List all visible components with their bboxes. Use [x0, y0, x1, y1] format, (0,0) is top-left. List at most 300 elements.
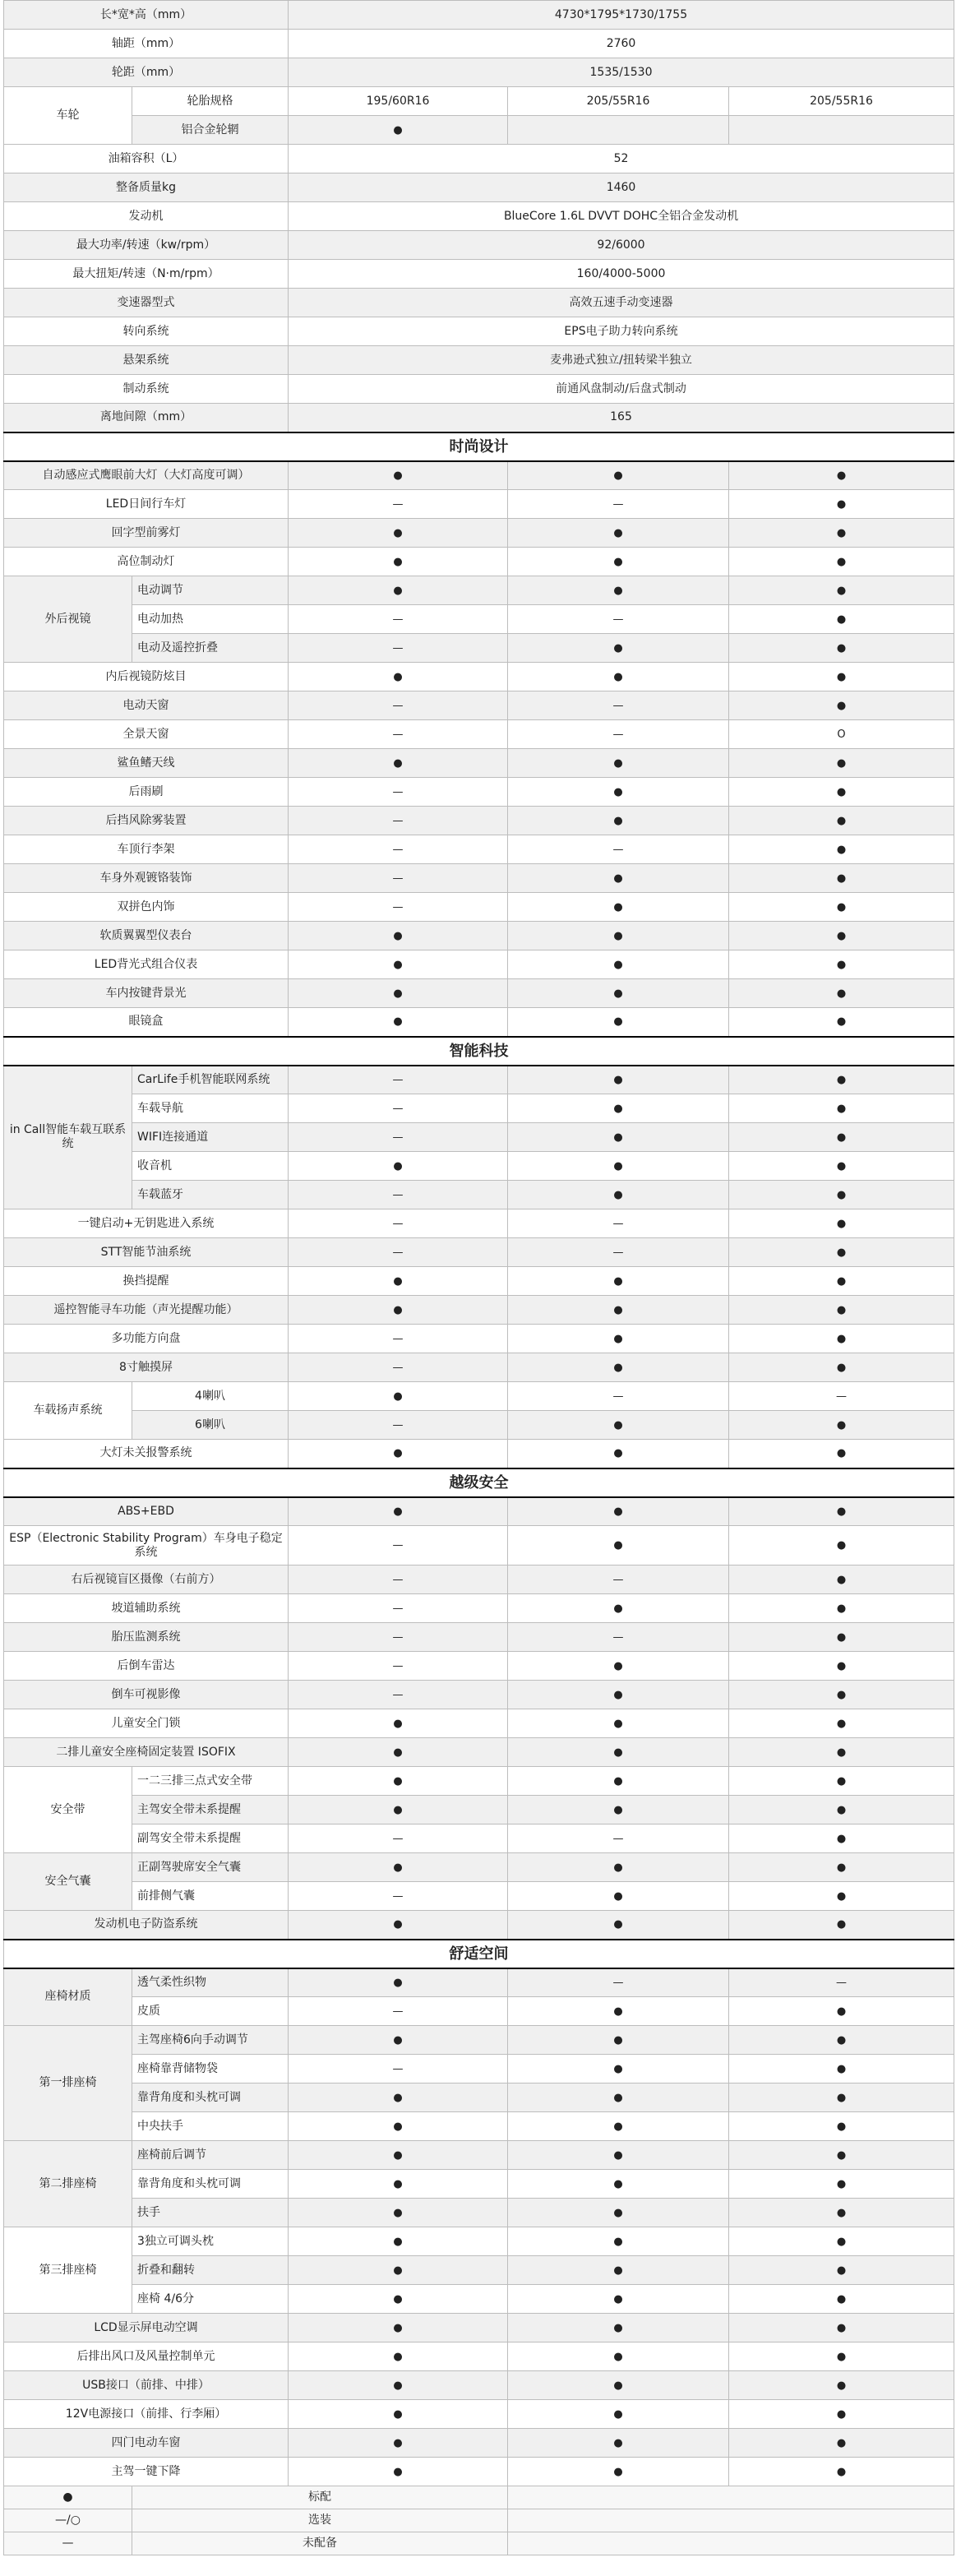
table-row [4, 317, 954, 346]
row-label: 胎压监测系统 [4, 1623, 289, 1652]
row-value: ● [508, 548, 729, 576]
row-value: — [289, 864, 508, 893]
row-value: 前通风盘制动/后盘式制动 [289, 375, 954, 404]
row-label: 中央扶手 [132, 2112, 289, 2141]
row-value: ● [289, 2112, 508, 2141]
row-value: — [508, 720, 729, 749]
row-value: ● [729, 1181, 954, 1209]
row-group-label: 安全气囊 [4, 1853, 132, 1911]
row-value: ● [729, 1565, 954, 1594]
row-value: — [289, 490, 508, 519]
row-label: 车载蓝牙 [132, 1181, 289, 1209]
row-label: 轮胎规格 [132, 87, 289, 116]
row-value [729, 116, 954, 145]
row-value: ● [508, 1997, 729, 2026]
table-row [4, 2199, 954, 2227]
table-row [4, 922, 954, 950]
table-row [4, 2400, 954, 2429]
table-row [4, 2371, 954, 2400]
table-row [4, 1997, 954, 2026]
row-group-label: 第一排座椅 [4, 2026, 132, 2141]
row-value: ● [729, 1911, 954, 1940]
row-value: ● [729, 1738, 954, 1767]
row-value: ● [508, 1353, 729, 1382]
table-row [4, 1565, 954, 1594]
row-label: 倒车可视影像 [4, 1681, 289, 1709]
row-value: ● [729, 2141, 954, 2170]
row-value: — [508, 605, 729, 634]
row-value: — [508, 1238, 729, 1267]
row-value: ● [729, 1094, 954, 1123]
row-label: 主驾一键下降 [4, 2458, 289, 2486]
section-header [4, 1037, 954, 1066]
table-row [4, 1181, 954, 1209]
row-value: ● [508, 1652, 729, 1681]
row-value: — [289, 1238, 508, 1267]
row-value: 52 [289, 145, 954, 173]
row-value: ● [729, 1853, 954, 1882]
table-row [4, 2458, 954, 2486]
row-label: 右后视镜盲区摄像（右前方） [4, 1565, 289, 1594]
legend-row [4, 2532, 954, 2555]
table-row [4, 1623, 954, 1652]
row-value [508, 116, 729, 145]
row-value: ● [729, 2285, 954, 2314]
row-value: ● [729, 1796, 954, 1824]
row-label: 换挡提醒 [4, 1267, 289, 1296]
row-value: ● [508, 2256, 729, 2285]
row-label: 铝合金轮辋 [132, 116, 289, 145]
row-value: — [289, 1681, 508, 1709]
row-label: 后雨刷 [4, 778, 289, 807]
table-row [4, 2170, 954, 2199]
row-label: 座椅前后调节 [132, 2141, 289, 2170]
row-label: 座椅 4/6分 [132, 2285, 289, 2314]
row-value: ● [508, 1325, 729, 1353]
legend-filler [508, 2509, 954, 2532]
table-row [4, 1853, 954, 1882]
row-value: ● [289, 2429, 508, 2458]
row-label: 后挡风除雾装置 [4, 807, 289, 835]
row-value: ● [289, 2256, 508, 2285]
row-value: ● [729, 1008, 954, 1037]
row-label: 车顶行李架 [4, 835, 289, 864]
row-value: ● [508, 2400, 729, 2429]
row-value: ● [289, 2026, 508, 2055]
table-row [4, 87, 954, 116]
row-label: 变速器型式 [4, 289, 289, 317]
row-value: — [289, 1411, 508, 1440]
row-value: ● [729, 749, 954, 778]
row-value: ● [729, 864, 954, 893]
row-value: ● [729, 2055, 954, 2083]
table-row [4, 30, 954, 58]
row-label: 靠背角度和头枕可调 [132, 2083, 289, 2112]
row-group-label: 安全带 [4, 1767, 132, 1853]
row-value: 4730*1795*1730/1755 [289, 1, 954, 30]
row-value: ● [508, 1911, 729, 1940]
row-value: — [729, 1382, 954, 1411]
table-row [4, 2055, 954, 2083]
table-row [4, 1526, 954, 1565]
row-value: ● [508, 1094, 729, 1123]
row-label: 车身外观镀铬装饰 [4, 864, 289, 893]
row-label: 自动感应式鹰眼前大灯（大灯高度可调） [4, 461, 289, 490]
table-row [4, 1652, 954, 1681]
row-label: 整备质量kg [4, 173, 289, 202]
row-label: 四门电动车窗 [4, 2429, 289, 2458]
table-row [4, 1824, 954, 1853]
row-value: ● [289, 2141, 508, 2170]
row-value: ● [729, 663, 954, 691]
row-label: 油箱容积（L） [4, 145, 289, 173]
row-value: ● [729, 1238, 954, 1267]
row-label: 副驾安全带未系提醒 [132, 1824, 289, 1853]
row-label: 6喇叭 [132, 1411, 289, 1440]
row-label: 12V电源接口（前排、行李厢） [4, 2400, 289, 2429]
section-title: 舒适空间 [4, 1940, 954, 1968]
row-label: 高位制动灯 [4, 548, 289, 576]
row-group-label: 车轮 [4, 87, 132, 145]
row-value: ● [289, 1796, 508, 1824]
row-value: — [508, 1623, 729, 1652]
row-value: ● [729, 922, 954, 950]
row-value: — [289, 1181, 508, 1209]
row-value: 1460 [289, 173, 954, 202]
row-value: ● [729, 2458, 954, 2486]
row-label: 主驾座椅6向手动调节 [132, 2026, 289, 2055]
table-row [4, 691, 954, 720]
table-row [4, 2342, 954, 2371]
row-value: ● [289, 922, 508, 950]
row-value: — [289, 778, 508, 807]
row-value: — [289, 605, 508, 634]
table-row [4, 461, 954, 490]
table-row [4, 1796, 954, 1824]
row-label: 正副驾驶席安全气囊 [132, 1853, 289, 1882]
row-value: ● [289, 1911, 508, 1940]
row-value: ● [729, 950, 954, 979]
row-value: ● [729, 2256, 954, 2285]
row-value: ● [729, 1267, 954, 1296]
table-row [4, 2083, 954, 2112]
row-value: ● [729, 2429, 954, 2458]
row-value: — [289, 807, 508, 835]
row-value: ● [289, 2342, 508, 2371]
row-value: ● [729, 1997, 954, 2026]
table-row [4, 1681, 954, 1709]
table-row [4, 1325, 954, 1353]
table-row [4, 2285, 954, 2314]
row-value: ● [289, 1767, 508, 1796]
table-row [4, 173, 954, 202]
table-row [4, 1882, 954, 1911]
row-label: 制动系统 [4, 375, 289, 404]
row-value: — [289, 1526, 508, 1565]
row-value: — [289, 1565, 508, 1594]
row-value: ● [289, 1296, 508, 1325]
row-group-label: 车载扬声系统 [4, 1382, 132, 1440]
row-value: ● [729, 1152, 954, 1181]
row-value: ● [289, 2400, 508, 2429]
row-value: ● [729, 1681, 954, 1709]
row-value: ● [729, 2227, 954, 2256]
table-row [4, 634, 954, 663]
row-value: ● [729, 2083, 954, 2112]
row-label: 电动调节 [132, 576, 289, 605]
row-value: — [508, 1565, 729, 1594]
row-value: ● [729, 1325, 954, 1353]
row-value: ● [508, 2026, 729, 2055]
row-label: ABS+EBD [4, 1497, 289, 1526]
row-value: ● [729, 519, 954, 548]
row-value: — [289, 1652, 508, 1681]
row-label: STT智能节油系统 [4, 1238, 289, 1267]
row-group-label: in Call智能车载互联系统 [4, 1066, 132, 1209]
row-value: ● [289, 1738, 508, 1767]
table-row [4, 1008, 954, 1037]
row-label: CarLife手机智能联网系统 [132, 1066, 289, 1094]
table-row [4, 576, 954, 605]
row-value: ● [508, 2170, 729, 2199]
row-label: 长*宽*高（mm） [4, 1, 289, 30]
row-value: — [729, 1968, 954, 1997]
row-label: 后倒车雷达 [4, 1652, 289, 1681]
table-row [4, 1968, 954, 1997]
row-label: 坡道辅助系统 [4, 1594, 289, 1623]
row-value: ● [729, 1767, 954, 1796]
row-value: — [508, 1382, 729, 1411]
row-label: 电动天窗 [4, 691, 289, 720]
row-value: ● [289, 2083, 508, 2112]
row-value: ● [508, 2083, 729, 2112]
row-value: — [508, 835, 729, 864]
row-value: — [508, 1209, 729, 1238]
table-row [4, 1152, 954, 1181]
row-value: ● [508, 1152, 729, 1181]
row-value: ● [289, 2199, 508, 2227]
table-row [4, 1594, 954, 1623]
row-value: — [289, 720, 508, 749]
table-row [4, 2314, 954, 2342]
row-value: ● [729, 807, 954, 835]
table-row [4, 1497, 954, 1526]
row-value: ● [508, 2342, 729, 2371]
table-row [4, 1066, 954, 1094]
legend-text: 标配 [132, 2486, 508, 2509]
row-label: 遥控智能寻车功能（声光提醒功能） [4, 1296, 289, 1325]
legend-row [4, 2486, 954, 2509]
row-label: LED日间行车灯 [4, 490, 289, 519]
legend-symbol: — [4, 2532, 132, 2555]
row-value: 205/55R16 [508, 87, 729, 116]
row-label: 最大功率/转速（kw/rpm） [4, 231, 289, 260]
table-row [4, 893, 954, 922]
row-value: 1535/1530 [289, 58, 954, 87]
row-value: ● [508, 663, 729, 691]
table-row [4, 720, 954, 749]
row-value: ● [508, 2199, 729, 2227]
row-value: ● [729, 2199, 954, 2227]
row-value: ● [729, 1623, 954, 1652]
section-title: 智能科技 [4, 1037, 954, 1066]
row-label: 3独立可调头枕 [132, 2227, 289, 2256]
row-value: 195/60R16 [289, 87, 508, 116]
row-value: ● [729, 2112, 954, 2141]
table-row [4, 145, 954, 173]
table-row [4, 1238, 954, 1267]
row-value: ● [729, 2314, 954, 2342]
row-value: ● [508, 2458, 729, 2486]
row-value: ● [289, 1008, 508, 1037]
row-label: ESP（Electronic Stability Program）车身电子稳定系统 [4, 1526, 289, 1565]
row-value: — [289, 1623, 508, 1652]
row-value: ● [508, 2055, 729, 2083]
table-row [4, 1738, 954, 1767]
row-value: ● [729, 2342, 954, 2371]
table-row [4, 58, 954, 87]
row-value: ● [508, 1594, 729, 1623]
row-label: 眼镜盒 [4, 1008, 289, 1037]
row-label: 一二三排三点式安全带 [132, 1767, 289, 1796]
row-value: ● [508, 749, 729, 778]
table-row [4, 519, 954, 548]
section-header [4, 1468, 954, 1497]
row-value: ● [508, 1267, 729, 1296]
row-value: — [289, 1209, 508, 1238]
row-value: ● [289, 663, 508, 691]
table-row [4, 807, 954, 835]
section-header [4, 1940, 954, 1968]
table-row [4, 2141, 954, 2170]
row-value: ● [508, 2141, 729, 2170]
table-row [4, 1709, 954, 1738]
row-value: ● [508, 1526, 729, 1565]
row-value: ● [508, 576, 729, 605]
row-value: — [289, 1997, 508, 2026]
row-group-label: 第三排座椅 [4, 2227, 132, 2314]
row-label: 转向系统 [4, 317, 289, 346]
legend-text: 未配备 [132, 2532, 508, 2555]
row-label: 鲨鱼鳍天线 [4, 749, 289, 778]
table-row [4, 749, 954, 778]
row-value: BlueCore 1.6L DVVT DOHC全铝合金发动机 [289, 202, 954, 231]
row-value: — [289, 1123, 508, 1152]
row-value: ● [289, 1382, 508, 1411]
row-group-label: 外后视镜 [4, 576, 132, 663]
row-value: 92/6000 [289, 231, 954, 260]
table-row [4, 1353, 954, 1382]
row-label: 一键启动+无钥匙进入系统 [4, 1209, 289, 1238]
row-value: — [289, 691, 508, 720]
table-row [4, 1094, 954, 1123]
row-value: ● [289, 576, 508, 605]
table-row [4, 1123, 954, 1152]
table-row [4, 2227, 954, 2256]
row-label: 折叠和翻转 [132, 2256, 289, 2285]
row-value: — [289, 1094, 508, 1123]
row-label: 车内按键背景光 [4, 979, 289, 1008]
row-value: ● [729, 605, 954, 634]
row-value: ● [729, 835, 954, 864]
row-label: LED背光式组合仪表 [4, 950, 289, 979]
table-row [4, 835, 954, 864]
table-row [4, 1440, 954, 1468]
row-value: ● [508, 1123, 729, 1152]
table-row [4, 260, 954, 289]
table-row [4, 1209, 954, 1238]
row-value: — [508, 490, 729, 519]
row-value: ● [289, 950, 508, 979]
row-value: ● [289, 1968, 508, 1997]
row-value: ● [289, 461, 508, 490]
row-value: ● [729, 548, 954, 576]
table-row [4, 1296, 954, 1325]
row-value: — [508, 1824, 729, 1853]
row-value: ● [729, 1123, 954, 1152]
row-label: 悬架系统 [4, 346, 289, 375]
table-row [4, 2256, 954, 2285]
table-row [4, 1411, 954, 1440]
row-value: ● [508, 1681, 729, 1709]
row-value: ● [729, 1411, 954, 1440]
row-label: 主驾安全带未系提醒 [132, 1796, 289, 1824]
table-row [4, 2026, 954, 2055]
row-value: ● [508, 1008, 729, 1037]
row-value: ● [729, 1594, 954, 1623]
row-value: 2760 [289, 30, 954, 58]
row-label: 儿童安全门锁 [4, 1709, 289, 1738]
row-label: 靠背角度和头枕可调 [132, 2170, 289, 2199]
row-value: ● [508, 979, 729, 1008]
spec-table-body [4, 1, 954, 2555]
table-row [4, 1267, 954, 1296]
table-row [4, 289, 954, 317]
row-label: 收音机 [132, 1152, 289, 1181]
table-row [4, 202, 954, 231]
row-value: ● [289, 2227, 508, 2256]
row-value: ● [508, 778, 729, 807]
row-value: ● [729, 1353, 954, 1382]
row-value: ● [508, 1296, 729, 1325]
row-value: ● [508, 1738, 729, 1767]
row-group-label: 座椅材质 [4, 1968, 132, 2026]
row-value: ● [508, 1411, 729, 1440]
row-value: ● [508, 1440, 729, 1468]
row-label: 大灯未关报警系统 [4, 1440, 289, 1468]
row-value: ● [729, 893, 954, 922]
row-value: ● [508, 2227, 729, 2256]
row-value: ● [508, 1181, 729, 1209]
row-value: ● [508, 461, 729, 490]
row-value: ● [729, 461, 954, 490]
row-value: — [289, 1594, 508, 1623]
row-value: ● [729, 1497, 954, 1526]
spec-table [3, 0, 954, 2555]
row-value: ● [289, 1853, 508, 1882]
row-value: ● [729, 1066, 954, 1094]
row-label: LCD显示屏电动空调 [4, 2314, 289, 2342]
row-value: 205/55R16 [729, 87, 954, 116]
table-row [4, 778, 954, 807]
row-value: ● [729, 576, 954, 605]
table-row [4, 864, 954, 893]
row-value: ● [729, 2026, 954, 2055]
table-row [4, 1911, 954, 1940]
row-value: ● [508, 1767, 729, 1796]
row-value: — [289, 893, 508, 922]
row-value: — [289, 1325, 508, 1353]
